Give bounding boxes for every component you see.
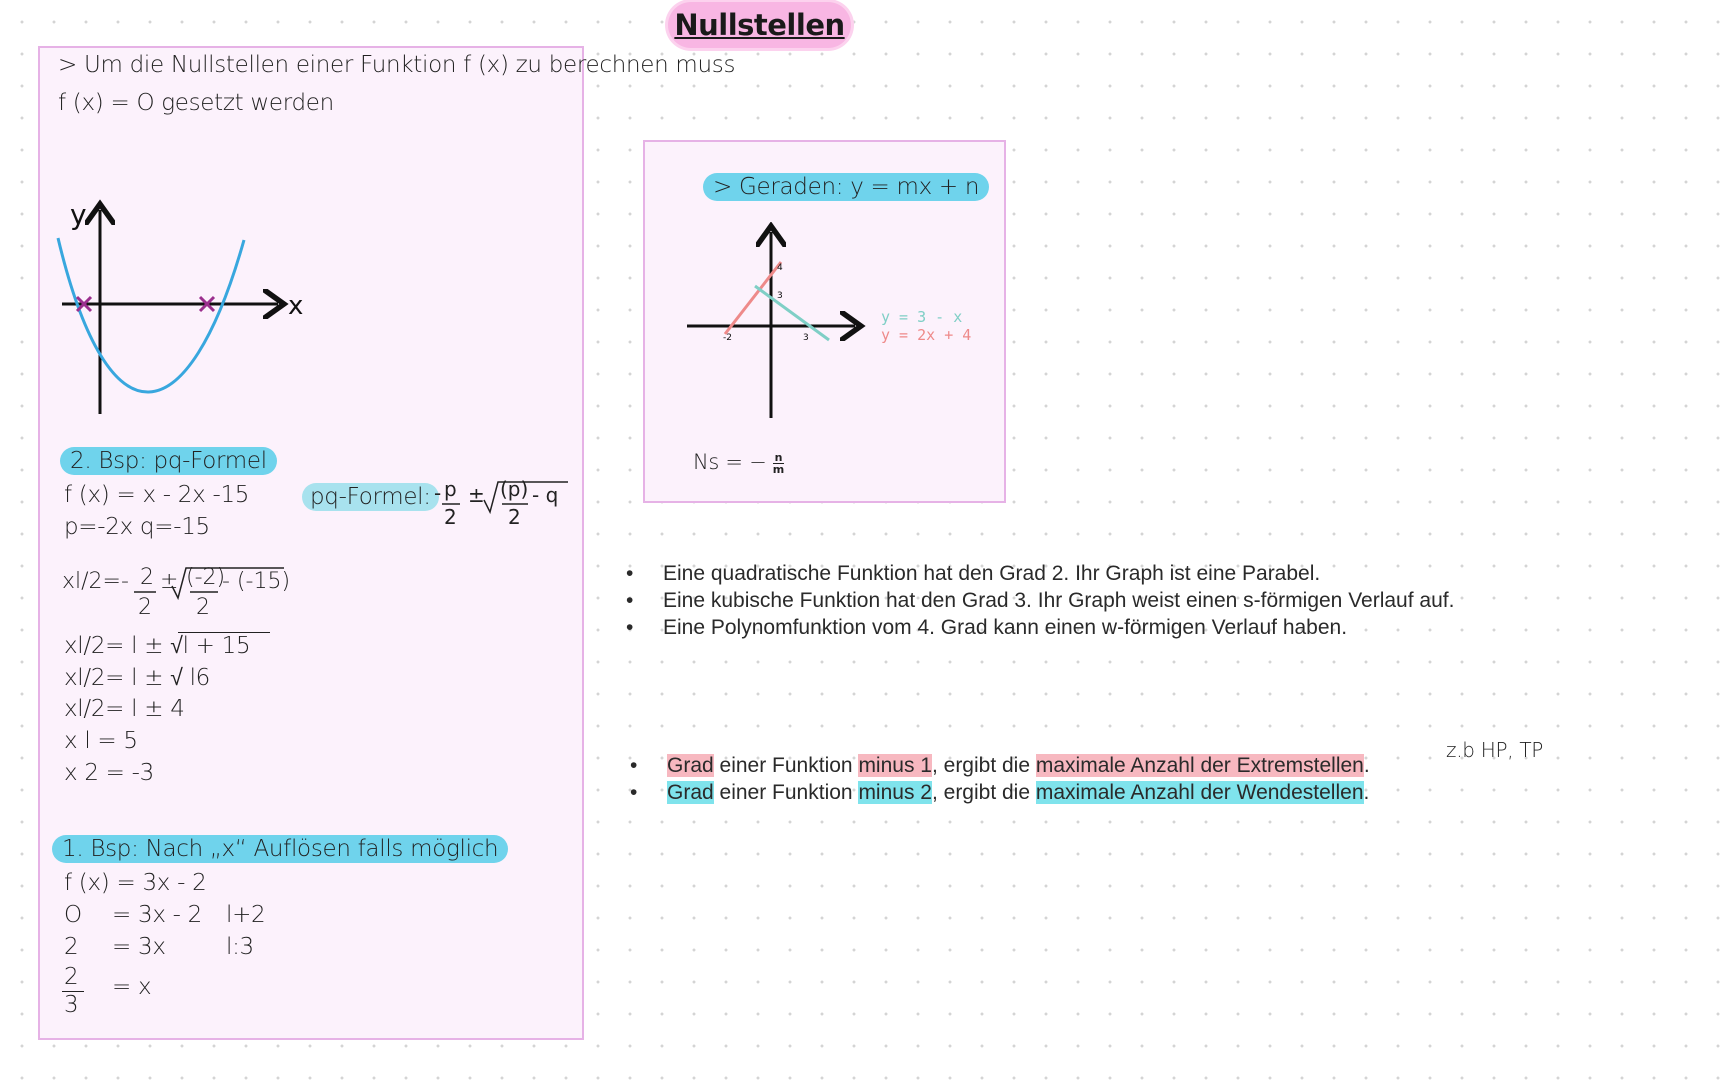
label-line-2x-plus-4: y = 2x + 4 (881, 326, 972, 344)
list-item: • Grad einer Funktion minus 2, ergibt die maximale Anzahl der Wendestellen. (630, 779, 1370, 806)
example2-step-2: xl/2= l ± √l + 15 (64, 633, 251, 659)
page-title-text: Nullstellen (674, 8, 845, 42)
list-item: • Eine kubische Funktion hat den Grad 3. Ihr Graph weist einen s-förmigen Verlauf auf. (626, 587, 1454, 614)
example1-row2-left: O (64, 902, 82, 928)
example2-step-6: x 2 = -3 (64, 760, 154, 786)
list-item: • Eine Polynomfunktion vom 4. Grad kann einen w-förmigen Verlauf haben. (626, 614, 1454, 641)
svg-text:- q: - q (532, 483, 559, 507)
svg-text:2: 2 (508, 505, 521, 529)
example2-step-4: xl/2= l ± 4 (64, 696, 185, 722)
svg-text:-: - (434, 481, 442, 505)
lines-graph (685, 222, 985, 422)
example1-row3-right: l:3 (226, 934, 254, 960)
example1-row4-mid: = x (112, 974, 152, 1000)
example2-step-1 (62, 558, 302, 628)
example2-pq-values: p=-2x q=-15 (64, 514, 210, 540)
example2-step-5: x l = 5 (64, 728, 138, 754)
list-item: • Grad einer Funktion minus 1, ergibt die maximale Anzahl der Extremstellen. (630, 752, 1370, 779)
label-line-3-minus-x: y = 3 - x (881, 308, 963, 326)
parabola-y-label: y (70, 198, 87, 231)
sqrt-bar-1 (178, 632, 270, 633)
example2-heading: 2. Bsp: pq-Formel (60, 448, 277, 474)
left-notes-panel (38, 46, 736, 1040)
svg-text:xl/2=-: xl/2=- (62, 569, 129, 594)
example1-function: f (x) = 3x - 2 (64, 870, 207, 896)
page-title (668, 2, 851, 48)
tick-3-y: 3 (777, 291, 783, 301)
svg-text:- (-15): - (-15) (222, 569, 291, 594)
example1-row2-mid: = 3x - 2 (112, 902, 202, 928)
intro-line-1: > Um die Nullstellen einer Funktion f (x) zu berechnen muss (58, 52, 736, 78)
tick-minus-2: -2 (723, 333, 732, 343)
example1-heading: 1. Bsp: Nach „x“ Auflösen falls möglich (52, 836, 508, 862)
example2-step-3: xl/2= l ± √ l6 (64, 665, 211, 691)
svg-text:2: 2 (138, 595, 152, 620)
lines-heading: > Geraden: y = mx + n (703, 174, 989, 200)
parabola-graph (48, 148, 308, 418)
tick-3-x: 3 (803, 333, 809, 343)
example1-row4-num: 2 (64, 964, 79, 990)
svg-text:(-2): (-2) (186, 565, 226, 590)
pq-formula-label: pq-Formel: (302, 484, 439, 510)
svg-text:2: 2 (140, 565, 154, 590)
example2-function: f (x) = x - 2x -15 (64, 482, 250, 508)
lines-panel (643, 140, 1006, 503)
svg-text:±: ± (468, 483, 485, 507)
list-item: • Eine quadratische Funktion hat den Grad 2. Ihr Graph ist eine Parabel. (626, 560, 1454, 587)
example1-row2-right: l+2 (226, 902, 266, 928)
example1-row3-mid: = 3x (112, 934, 166, 960)
intro-line-2: f (x) = O gesetzt werden (58, 90, 334, 116)
bullet-list-extrema (630, 752, 1370, 806)
parabola-x-label: x (288, 291, 304, 321)
line-3-minus-x (755, 286, 829, 340)
svg-text:±: ± (160, 569, 179, 594)
bullet-list-degrees (626, 560, 1454, 641)
svg-text:2: 2 (444, 505, 457, 529)
pq-formula (430, 472, 580, 538)
svg-text:(p): (p) (500, 477, 529, 501)
svg-text:p: p (444, 477, 457, 501)
ns-formula: Ns = − $\frac{n}{m}$ (693, 450, 784, 476)
example1-row3-left: 2 (64, 934, 79, 960)
svg-text:2: 2 (196, 595, 210, 620)
handwritten-note: z.b HP, TP (1446, 738, 1544, 762)
parabola-curve (58, 238, 244, 392)
tick-4-y: 4 (777, 263, 783, 273)
example1-row4-den: 3 (64, 992, 79, 1018)
